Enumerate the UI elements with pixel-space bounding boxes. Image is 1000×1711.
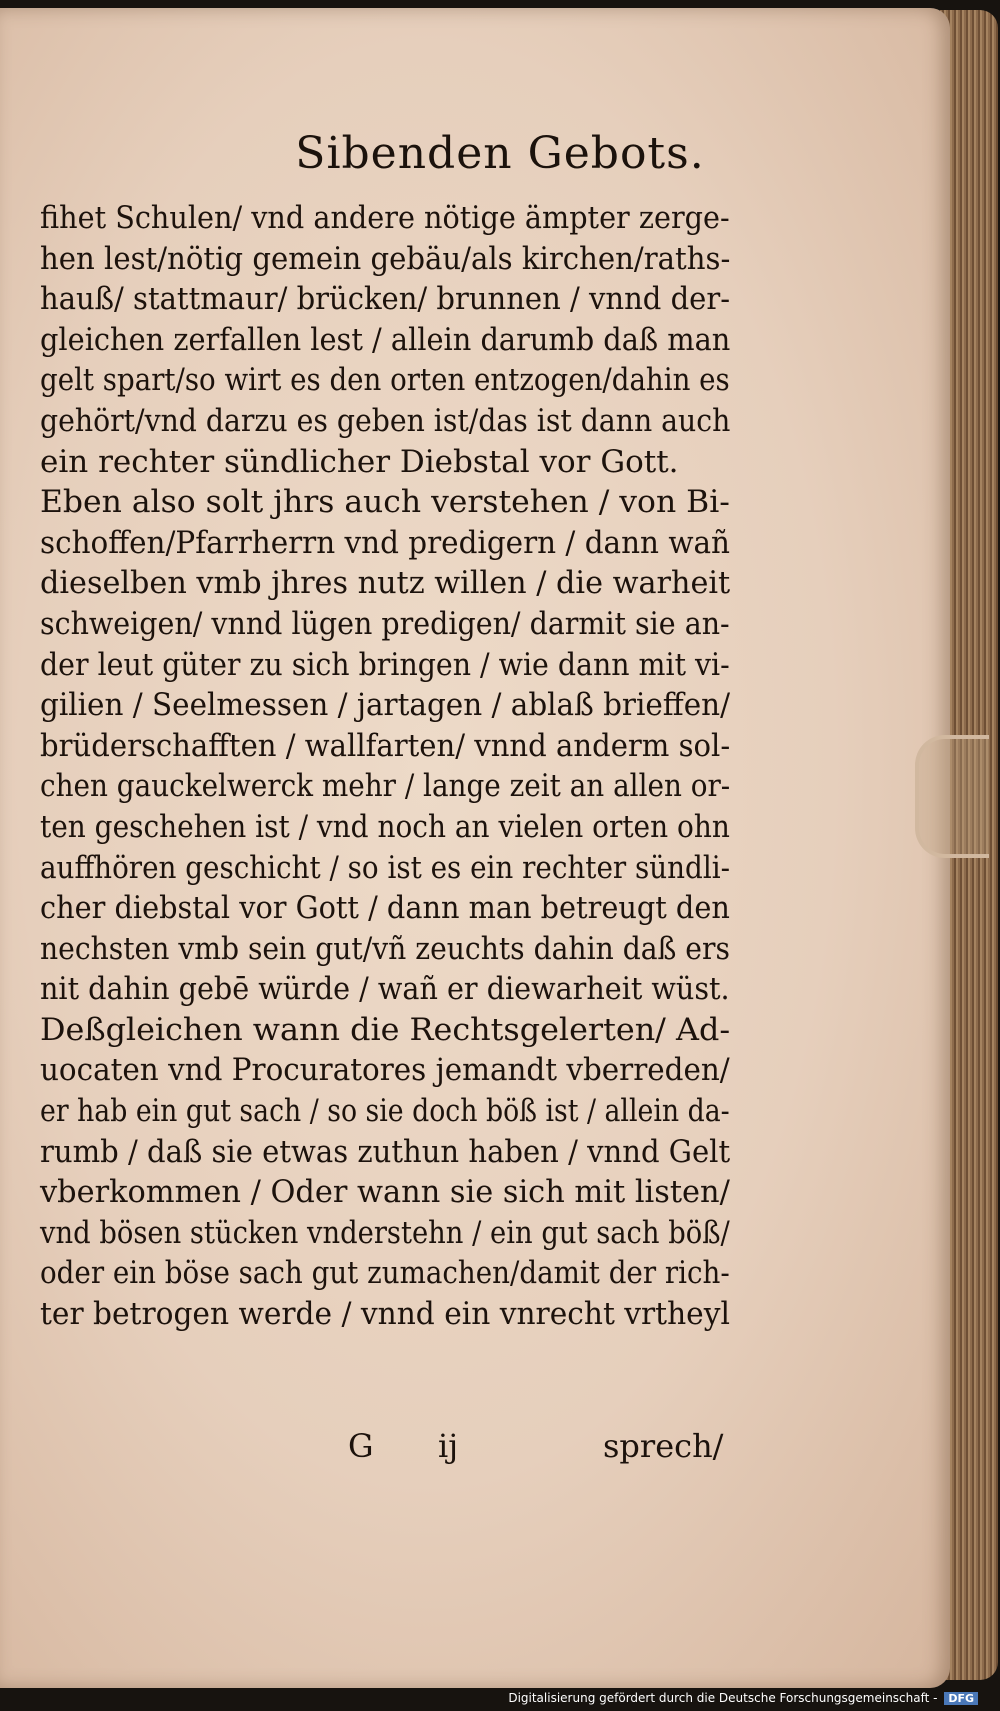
- text-line: der leut güter zu sich bringen / wie dann mit vi-: [40, 646, 730, 683]
- signature-mark: G: [348, 1427, 374, 1465]
- text-line: rumb / daß sie etwas zuthun haben / vnnd Gelt: [40, 1133, 731, 1170]
- text-line: ein rechter sündlicher Diebstal vor Gott.: [40, 443, 679, 480]
- text-line: brüderschafften / wallfarten/ vnnd anderm sol-: [40, 727, 731, 764]
- text-line: gilien / Seelmessen / jartagen / ablaß brieffen/: [40, 687, 730, 724]
- text-line: gleichen zerfallen lest / allein darumb daß man: [40, 321, 731, 358]
- text-line: nechsten vmb sein gut/vñ zeuchts dahin daß ers: [40, 930, 730, 967]
- text-line: vberkommen / Oder wann sie sich mit listen/: [40, 1174, 730, 1211]
- text-line: auffhören geschicht / so ist es ein rechter sündli-: [40, 849, 730, 886]
- text-line: chen gauckelwerck mehr / lange zeit an allen or-: [40, 768, 731, 805]
- dfg-logo: DFG: [944, 1692, 978, 1705]
- page-footer: [0, 1427, 1000, 1477]
- text-line: vnd bösen stücken vnderstehn / ein gut sach böß/: [40, 1214, 730, 1251]
- text-line: oder ein böse sach gut zumachen/damit der rich-: [40, 1255, 730, 1292]
- text-line: Deßgleichen wann die Rechtsgelerten/ Ad-: [40, 1011, 731, 1048]
- credit-text: Digitalisierung gefördert durch die Deutsche Forschungsgemeinschaft -: [508, 1691, 938, 1705]
- text-line: nit dahin gebē würde / wañ er diewarheit wüst.: [40, 971, 730, 1008]
- digitization-credit: [508, 1691, 978, 1705]
- text-line: fihet Schulen/ vnd andere nötige ämpter zerge-: [40, 200, 730, 236]
- text-line: hen lest/nötig gemein gebäu/als kirchen/raths-: [40, 240, 731, 277]
- text-line: hauß/ stattmaur/ brücken/ brunnen / vnnd der-: [40, 281, 731, 318]
- text-line: er hab ein gut sach / so sie doch böß ist / allein da-: [40, 1093, 730, 1130]
- text-line: schweigen/ vnnd lügen predigen/ darmit sie an-: [40, 605, 730, 642]
- text-line: dieselben vmb jhres nutz willen / die warheit: [40, 565, 731, 602]
- page-number: ij: [438, 1427, 459, 1465]
- text-line: schoffen/Pfarrherrn vnd predigern / dann wañ: [40, 524, 730, 561]
- text-line: cher diebstal vor Gott / dann man betreugt den: [40, 890, 730, 927]
- text-line: gehört/vnd darzu es geben ist/das ist dann auch: [40, 402, 731, 439]
- text-line: ten geschehen ist / vnd noch an vielen orten ohn: [40, 808, 730, 845]
- text-line: gelt spart/so wirt es den orten entzogen/dahin es: [40, 362, 730, 399]
- text-line: Eben also solt jhrs auch verstehen / von Bi-: [40, 484, 730, 521]
- body-text: [40, 198, 730, 1335]
- book-clasp: [915, 735, 989, 858]
- text-line: ter betrogen werde / vnnd ein vnrecht vrtheyl: [40, 1296, 730, 1333]
- page-heading: Sibenden Gebots.: [295, 128, 705, 179]
- text-line: uocaten vnd Procuratores jemandt vberreden/: [40, 1052, 730, 1089]
- catchword: sprech/: [603, 1427, 724, 1465]
